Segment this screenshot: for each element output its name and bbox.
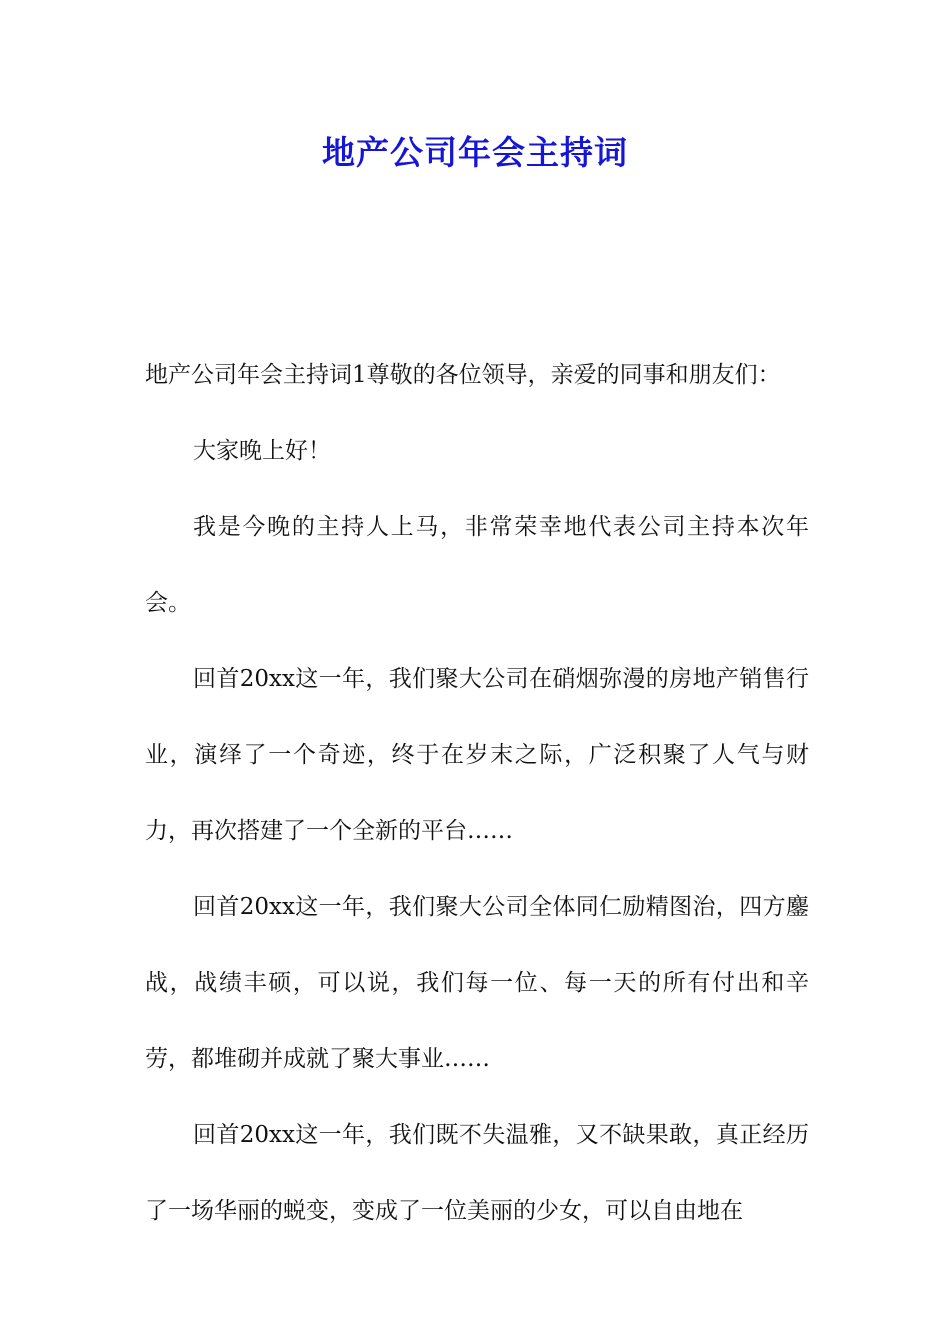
paragraph-review-1: 回首20xx这一年，我们聚大公司在硝烟弥漫的房地产销售行业，演绎了一个奇迹，终于在岁末之际，广泛积聚了人气与财力，再次搭建了一个全新的平台…… (145, 666, 809, 844)
paragraph-review-3: 回首20xx这一年，我们既不失温雅，又不缺果敢，真正经历了一场华丽的蜕变，变成了一位美丽的少女，可以自由地在 (145, 1122, 809, 1224)
document-title: 地产公司年会主持词 (322, 133, 628, 172)
document-body (145, 337, 809, 1249)
paragraph-host-intro: 我是今晚的主持人上马，非常荣幸地代表公司主持本次年会。 (145, 514, 809, 616)
paragraph-greeting: 地产公司年会主持词1尊敬的各位领导，亲爱的同事和朋友们： (145, 362, 781, 388)
paragraph-evening-greeting: 大家晚上好！ (193, 438, 331, 464)
paragraph-review-2: 回首20xx这一年，我们聚大公司全体同仁励精图治，四方鏖战，战绩丰硕，可以说，我们每一位、每一天的所有付出和辛劳，都堆砌并成就了聚大事业…… (145, 894, 809, 1072)
